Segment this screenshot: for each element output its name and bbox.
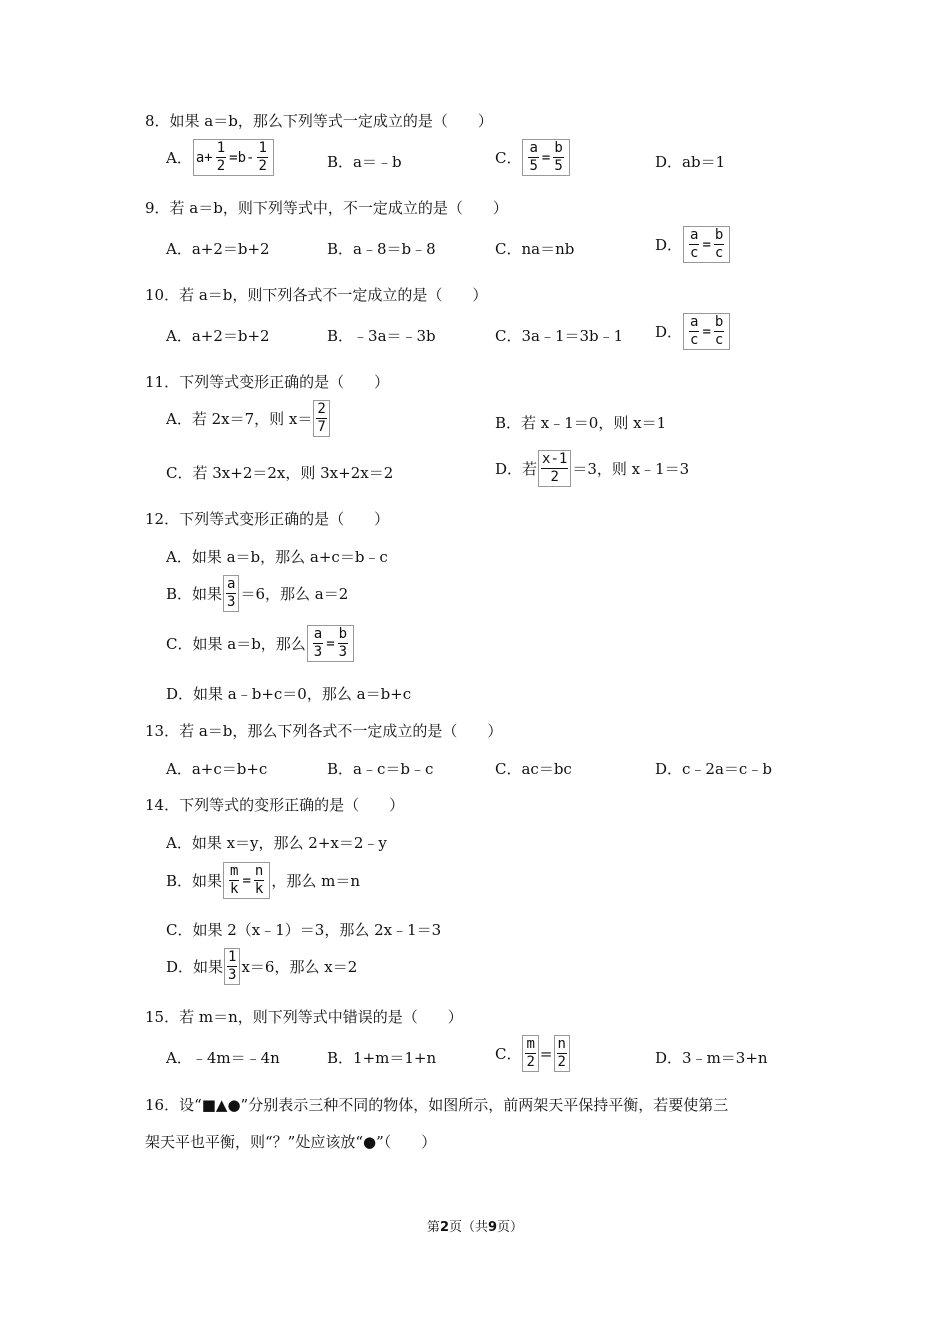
q15-option-d[interactable]: D．3﹣m＝3+n <box>655 1049 768 1067</box>
fraction: $\frac{1}{2}$ <box>258 140 267 174</box>
q14-option-d[interactable]: D．如果 $\frac{1}{3}$ x＝6，那么 x＝2 <box>166 949 358 983</box>
equation-image: $\frac{a}{3}$ = $\frac{b}{3}$ <box>307 625 354 662</box>
q9-option-a[interactable]: A．a+2＝b+2 <box>166 240 270 258</box>
q14-option-a[interactable]: A．如果 x＝y，那么 2+x＝2﹣y <box>166 834 387 852</box>
q12-option-d[interactable]: D．如果 a﹣b+c＝0，那么 a＝b+c <box>166 685 412 703</box>
q13-option-c[interactable]: C．ac＝bc <box>495 760 572 778</box>
fraction: $\frac{1}{2}$ <box>216 140 226 174</box>
q13-option-a[interactable]: A．a+c＝b+c <box>166 760 268 778</box>
fraction: $\frac{a}{c}$ <box>690 227 699 261</box>
question-16-stem-line1: 16．设“■▲●”分别表示三种不同的物体，如图所示，前两架天平保持平衡，若要使第三 <box>145 1096 729 1114</box>
fraction: $\frac{m}{2}$ <box>522 1035 538 1072</box>
fraction: $\frac{b}{3}$ <box>338 626 348 660</box>
q8-option-a[interactable] <box>166 139 275 176</box>
question-10-stem: 10．若 a＝b，则下列各式不一定成立的是（ ） <box>145 286 488 304</box>
q14-option-c[interactable]: C．如果 2（x﹣1）＝3，那么 2x﹣1＝3 <box>166 921 442 939</box>
q8-option-b[interactable]: B．a＝﹣b <box>327 153 402 171</box>
question-11-stem: 11．下列等式变形正确的是（ ） <box>145 373 390 391</box>
equation-image: $\frac{a}{c}$ = $\frac{b}{c}$ <box>683 226 730 263</box>
fraction: $\frac{2}{7}$ <box>313 400 329 437</box>
q10-option-d[interactable]: D． $\frac{a}{c}$ = $\frac{b}{c}$ <box>655 313 731 350</box>
page-number: 2 <box>439 1220 449 1235</box>
fraction: $\frac{a}{c}$ <box>690 314 699 348</box>
fraction: $\frac{x-1}{2}$ <box>538 450 571 487</box>
question-9-stem: 9．若 a＝b，则下列等式中，不一定成立的是（ ） <box>145 199 508 217</box>
q12-option-a[interactable]: A．如果 a＝b，那么 a+c＝b﹣c <box>166 548 388 566</box>
fraction: $\frac{a}{3}$ <box>313 626 323 660</box>
question-12-stem: 12．下列等式变形正确的是（ ） <box>145 510 390 528</box>
fraction: $\frac{a}{3}$ <box>223 575 239 612</box>
equation-image: $\frac{a}{5}$ = $\frac{b}{5}$ <box>522 139 569 176</box>
q10-option-c[interactable]: C．3a﹣1＝3b﹣1 <box>495 327 624 345</box>
equation-image: $\frac{a}{c}$ = $\frac{b}{c}$ <box>683 313 730 350</box>
option-label: A． <box>166 149 192 167</box>
q11-option-d[interactable]: D．若 $\frac{x-1}{2}$ ＝3，则 x﹣1＝3 <box>495 451 690 485</box>
q9-option-c[interactable]: C．na＝nb <box>495 240 575 258</box>
fraction: $\frac{b}{c}$ <box>714 227 724 261</box>
fraction: $\frac{b}{5}$ <box>554 140 563 174</box>
q8-option-d[interactable]: D．ab＝1 <box>655 153 726 171</box>
q8-option-c[interactable]: C． $\frac{a}{5}$ = $\frac{b}{5}$ <box>495 139 571 176</box>
equation-image: a+ $\frac{1}{2}$ =b- $\frac{1}{2}$ <box>193 139 274 176</box>
q14-option-b[interactable]: B．如果 $\frac{m}{k}$ = $\frac{n}{k}$ ，那么 m＝n <box>166 863 360 897</box>
question-16-stem-line2: 架天平也平衡，则“？”处应该放“●”（ ） <box>145 1133 437 1151</box>
q11-option-c[interactable]: C．若 3x+2＝2x，则 3x+2x＝2 <box>166 464 394 482</box>
equation-image: $\frac{m}{k}$ = $\frac{n}{k}$ <box>223 862 270 899</box>
page-footer: 第2页（共9页） <box>426 1220 524 1235</box>
question-13-stem: 13．若 a＝b，那么下列各式不一定成立的是（ ） <box>145 722 503 740</box>
question-14-stem: 14．下列等式的变形正确的是（ ） <box>145 796 405 814</box>
q15-option-a[interactable]: A．﹣4m＝﹣4n <box>166 1049 280 1067</box>
q13-option-b[interactable]: B．a﹣c＝b﹣c <box>327 760 434 778</box>
fraction: $\frac{1}{3}$ <box>224 948 240 985</box>
q9-option-b[interactable]: B．a﹣8＝b﹣8 <box>327 240 436 258</box>
q15-option-b[interactable]: B．1+m＝1+n <box>327 1049 437 1067</box>
fraction: $\frac{n}{2}$ <box>554 1035 570 1072</box>
q12-option-b[interactable]: B．如果 $\frac{a}{3}$ ＝6，那么 a＝2 <box>166 576 349 610</box>
q11-option-a[interactable]: A．若 2x＝7，则 x＝ $\frac{2}{7}$ <box>166 400 331 437</box>
question-15-stem: 15．若 m＝n，则下列等式中错误的是（ ） <box>145 1008 463 1026</box>
q9-option-d[interactable]: D． $\frac{a}{c}$ = $\frac{b}{c}$ <box>655 226 731 263</box>
q11-option-b[interactable]: B．若 x﹣1＝0，则 x＝1 <box>495 414 667 432</box>
fraction: $\frac{n}{k}$ <box>254 863 264 897</box>
question-8-stem: 8．如果 a＝b，那么下列等式一定成立的是（ ） <box>145 112 493 130</box>
q10-option-b[interactable]: B．﹣3a＝﹣3b <box>327 327 436 345</box>
q13-option-d[interactable]: D．c﹣2a＝c﹣b <box>655 760 772 778</box>
fraction: $\frac{b}{c}$ <box>714 314 724 348</box>
q10-option-a[interactable]: A．a+2＝b+2 <box>166 327 270 345</box>
fraction: $\frac{m}{k}$ <box>230 863 239 897</box>
q15-option-c[interactable]: C． $\frac{m}{2}$ = $\frac{n}{2}$ <box>495 1035 571 1072</box>
total-pages: 9 <box>488 1220 498 1235</box>
fraction: $\frac{a}{5}$ <box>529 140 538 174</box>
q12-option-c[interactable]: C．如果 a＝b，那么 $\frac{a}{3}$ = $\frac{b}{3}$ <box>166 625 355 662</box>
